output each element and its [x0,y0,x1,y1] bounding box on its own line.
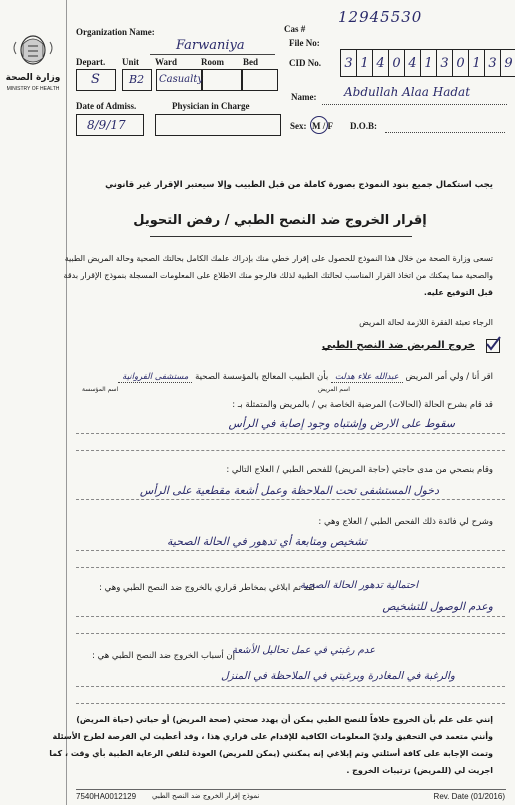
closing-line-4: اجريت لي (للمريض) ترتيبات الخروج . [346,766,493,775]
admission-field[interactable]: 8/9/17 [76,114,144,136]
benefit-answer[interactable]: تشخيص ومتابعة أي تدهور في الحالة الصحية [167,535,367,548]
sex-label: Sex: [290,121,307,131]
margin-line [66,0,67,805]
answer-line-3 [76,499,505,500]
answer-line-7 [76,633,505,634]
answer-line-2 [76,450,505,451]
institution-caption: اسم المؤسسة [82,386,119,393]
footer-code: 7540HA0012129 [76,792,137,801]
cid-digit-box[interactable]: 4 [405,49,421,77]
dob-underline [385,132,505,133]
answer-line-6 [76,616,505,617]
declare-line-2: قد قام بشرح الحالة (الحالات) المرضية الخاصة بي / بالمريض والمتمثلة بـ : [232,400,493,410]
reasons-answer-2[interactable]: والرغبة في المغادرة وبرغبتي في الملاحظة في المنزل [221,670,455,682]
depart-field[interactable]: S [76,69,116,91]
org-label: Organization Name: [76,27,155,37]
physician-field[interactable] [155,114,281,136]
org-value[interactable]: Farwaniya [176,38,245,53]
ministry-name-ar: وزارة الصحة [5,73,61,83]
treatment-answer[interactable]: دخول المستشفى تحت الملاحظة وعمل أشعة مقطعية على الرأس [139,484,439,497]
depart-label: Depart. [76,57,106,67]
footer-form-name: نموذج إقرار الخروج ضد النصح الطبي [152,792,260,800]
intro-line-2: والصحية مما يمكنك من اتخاذ القرار المناسب لحالتك الطبية لذلك فالرجو منك الاطلاع على المعلومات المسجلة بنموذج الإقرار بدقة [63,271,493,280]
ward-field[interactable]: Casualty [156,69,202,91]
case-value[interactable]: 12945530 [338,8,423,26]
reasons-answer-1[interactable]: عدم رغبتي في عمل تحاليل الأشعة [232,645,376,656]
closing-line-1: إنني على علم بأن الخروج خلافاً للنصح الطبي يمكن أن يهدد صحتي (صحة المريض) أو حياتي (حياة المريض) [76,715,493,724]
form-title: إقرار الخروج ضد النصح الطبي / رفض التحويل [133,213,427,228]
room-label: Room [201,57,224,67]
answer-line-1 [76,433,505,434]
section-title: خروج المريض ضد النصح الطبي [321,340,475,351]
name-label: Name: [291,92,317,102]
cid-digit-box[interactable]: 3 [437,49,453,77]
dob-label: D.O.B: [350,121,377,131]
sex-selection-circle [310,116,328,134]
ministry-name-en: MINISTRY OF HEALTH [6,86,60,92]
risks-answer-1[interactable]: احتمالية تدهور الحالة الصحية [300,580,419,591]
org-underline [150,54,275,55]
cid-digit-box[interactable]: 1 [357,49,373,77]
cid-digit-box[interactable]: 0 [389,49,405,77]
cid-digit-box[interactable]: 1 [421,49,437,77]
intro-line-1: تسعى وزارة الصحة من خلال هذا النموذج للحصول على إقرار خطي منك بإدراك علمك الكامل بحالتك الصحية وحالة المريض الطبية [64,254,493,263]
cid-digit-box[interactable]: 4 [373,49,389,77]
sex-value[interactable]: M / F [312,121,333,131]
intro-line-3: قبل التوقيع عليه. [423,288,493,297]
name-underline [322,104,507,105]
cid-digit-box[interactable]: 3 [485,49,501,77]
closing-line-3: وتمت الإجابة على كافة أسئلتي وتم إبلاغي إنه يمكنني (يمكن للمريض) العودة لتلقي الرعاية الطبية بأي وقت ، كما [49,749,493,758]
section-checkbox[interactable] [486,339,500,353]
footer-rule [76,789,506,790]
physician-label: Physician in Charge [172,101,250,111]
closing-line-2: وأنني متعمد في التحقيق ولديّ المعلومات الكافية للإقدام على قراري هذا ، وقد أعطيت لي الفرصة لطرح الأسئلة [52,732,493,741]
declare-line-6: إن أسباب الخروج ضد النصح الطبي هي : [92,651,235,661]
file-label: File No: [289,38,320,48]
cid-digit-box[interactable]: 9 [501,49,515,77]
title-underline [150,236,412,237]
cid-digit-box[interactable]: 3 [340,49,357,77]
declare-line-5: لقد تم ابلاغي بمخاطر قراري بالخروج ضد النصح الطبي وهي : [99,583,315,593]
patient-name-caption: اسم المريض [318,386,350,393]
case-label: Cas # [284,24,306,34]
bed-label: Bed [243,57,259,67]
declare-line-4: وشرح لي فائدة ذلك الفحص الطبي / العلاج وهي : [318,517,493,527]
answer-line-8 [76,686,505,687]
answer-line-9 [76,703,505,704]
room-field[interactable] [202,69,242,91]
cid-number-boxes [340,49,515,77]
cid-digit-box[interactable]: 1 [469,49,485,77]
answer-line-5 [76,567,505,568]
name-value[interactable]: Abdullah Alaa Hadat [344,85,471,99]
bed-field[interactable] [242,69,278,91]
condition-answer[interactable]: سقوط على الارض وإشتباه وجود إصابة في الرأس [228,417,455,430]
unit-field[interactable]: B2 [122,69,152,91]
ward-label: Ward [155,57,178,67]
footer-rev: Rev. Date (01/2016) [433,792,505,801]
unit-label: Unit [122,57,140,67]
cid-label: CID No. [289,58,322,68]
ministry-emblem-icon [6,30,60,70]
declare-line-1: اقر أنا / ولي أمر المريض عبدالله علاء هدلت بأن الطبيب المعالج بالمؤسسة الصحية مستشفى الفروانية [118,372,493,382]
declare-line-3: وقام بنصحي من مدى حاجتي (حاجة المريض) للفحص الطبي / العلاج التالي : [226,465,493,475]
warning-text: يجب استكمال جميع بنود النموذج بصورة كاملة من قبل الطبيب وإلا سيعتبر الإقرار غير قانوني [105,180,493,190]
answer-line-4 [76,550,505,551]
tick-instruction: الرجاء تعبئة الفقرة اللازمة لحالة المريض [359,318,493,327]
checkmark-icon [485,336,501,352]
cid-digit-box[interactable]: 0 [453,49,469,77]
admission-label: Date of Admiss. [76,101,137,111]
risks-answer-2[interactable]: وعدم الوصول للتشخيص [382,600,493,613]
